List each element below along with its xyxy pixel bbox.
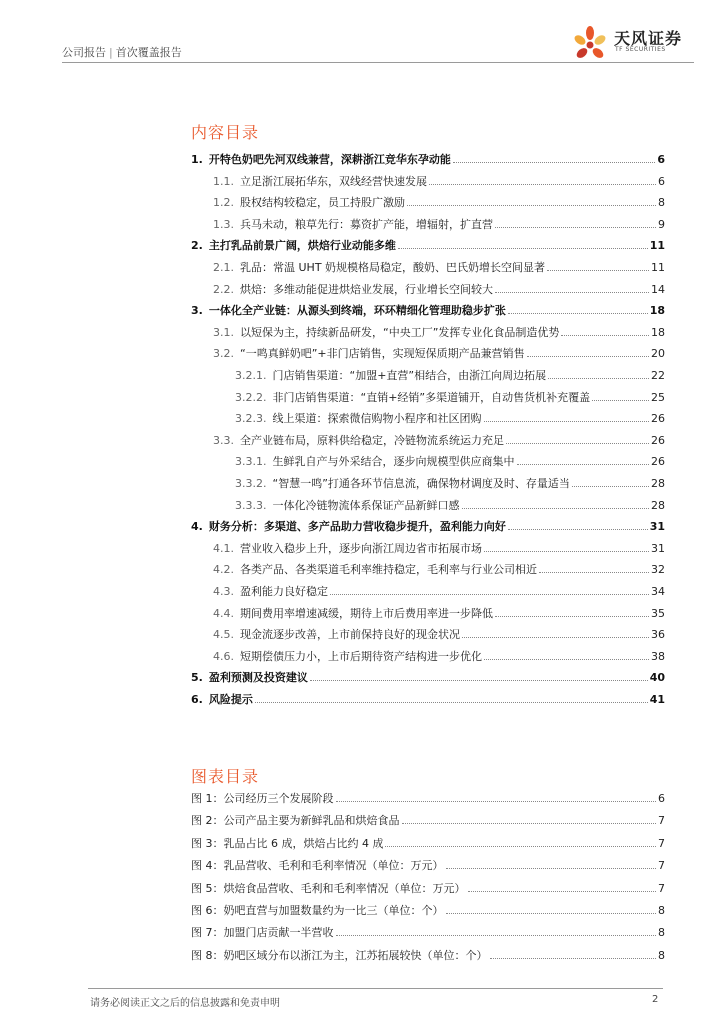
toc-page-number: 26: [651, 455, 665, 469]
toc-entry[interactable]: [235, 364, 665, 382]
dot-leader: [398, 248, 648, 249]
dot-leader: [402, 823, 657, 824]
toc-page-number: 18: [649, 304, 665, 318]
toc-entry[interactable]: [213, 537, 665, 555]
toc-entry[interactable]: [235, 407, 665, 425]
toc-entry[interactable]: [235, 450, 665, 468]
toc-entry-text: [213, 175, 427, 188]
toc-entry-label: 主打乳品前景广阔，烘焙行业动能多维: [208, 239, 396, 253]
toc-entry-text: [191, 693, 253, 706]
dot-leader: [310, 680, 648, 681]
figure-entry[interactable]: [191, 832, 665, 850]
dot-leader: [462, 508, 650, 509]
toc-entry-label: 开特色奶吧先河双线兼营，深耕浙江竞华东孕动能: [208, 153, 451, 166]
figures-title: 图表目录: [191, 767, 260, 786]
toc-entry-number: 3.2.: [213, 347, 234, 361]
toc-page-number: 31: [649, 520, 665, 534]
toc-entry-text: [235, 499, 460, 512]
toc-page-number: 28: [651, 477, 665, 490]
dot-leader: [527, 356, 649, 357]
toc-page-number: 6: [657, 153, 665, 166]
toc-entry[interactable]: [235, 386, 665, 404]
toc-entry-number: 4.6.: [213, 649, 234, 663]
contents-title: 内容目录: [191, 123, 260, 142]
logo-subtitle: TF SECURITIES: [615, 46, 666, 53]
toc-entry[interactable]: [213, 170, 665, 188]
toc-entry-number: 2.1.: [213, 261, 234, 274]
figure-page-number: 7: [658, 859, 665, 873]
flower-logo-icon: [570, 24, 610, 64]
toc-entry-label: 非门店销售渠道：“直销+经销”多渠道铺开，自动售货机补充覆盖: [272, 390, 591, 404]
dot-leader: [330, 594, 649, 595]
toc-page-number: 26: [651, 433, 665, 447]
toc-page-number: 22: [651, 369, 665, 382]
report-subcategory: 首次覆盖报告: [115, 46, 182, 59]
toc-entry-text: [213, 347, 525, 360]
toc-entry-label: 乳品：常温 UHT 奶规模格局稳定，酸奶、巴氏奶增长空间显著: [240, 261, 546, 274]
figure-entry-label: 图 5：烘焙食品营收、毛利和毛利率情况（单位：万元）: [191, 881, 466, 895]
toc-page-number: 14: [651, 282, 665, 296]
figure-entry[interactable]: [191, 854, 665, 872]
toc-entry-text: [213, 218, 493, 231]
toc-entry-number: 3.3.2.: [235, 477, 267, 490]
toc-page-number: 8: [658, 196, 665, 210]
toc-page-number: 11: [649, 239, 665, 253]
dot-leader: [495, 616, 649, 617]
toc-entry-label: 财务分析：多渠道、多产品助力营收稳步提升，盈利能力向好: [208, 520, 506, 534]
dot-leader: [508, 529, 648, 530]
toc-entry-number: 4.4.: [213, 606, 234, 620]
figure-entry[interactable]: [191, 921, 665, 939]
figure-page-number: 7: [658, 836, 665, 850]
toc-page-number: 11: [651, 261, 665, 274]
toc-entry-text: [213, 261, 545, 274]
toc-entry[interactable]: [213, 645, 665, 663]
toc-entry-number: 3.1.: [213, 325, 234, 339]
toc-entry-text: [191, 304, 506, 317]
toc-entry-label: 门店销售渠道：“加盟+直营”相结合，由浙江向周边拓展: [272, 369, 547, 382]
dot-leader: [407, 205, 656, 206]
toc-entry-number: 3.2.2.: [235, 390, 267, 404]
toc-entry-text: [191, 671, 308, 684]
dot-leader: [484, 659, 649, 660]
dot-leader: [561, 335, 649, 336]
toc-entry-text: [213, 326, 559, 339]
dot-leader: [548, 378, 649, 379]
toc-entry-text: [235, 412, 482, 425]
toc-entry-label: 盈利能力良好稳定: [240, 585, 328, 598]
toc-entry-label: 营业收入稳步上升，逐步向浙江周边省市拓展市场: [240, 541, 482, 555]
dot-leader: [429, 184, 656, 185]
toc-entry-text: [213, 607, 493, 620]
dot-leader: [547, 270, 649, 271]
dot-leader: [468, 891, 657, 892]
toc-entry[interactable]: [191, 688, 665, 706]
toc-entry[interactable]: [213, 602, 665, 620]
toc-entry-number: 3.3.3.: [235, 498, 267, 512]
figure-entry-label: 图 4：乳品营收、毛利和毛利率情况（单位：万元）: [191, 859, 444, 873]
toc-entry-label: 生鲜乳自产与外采结合，逐步向规模型供应商集中: [272, 455, 515, 469]
toc-entry-label: 股权结构较稳定，员工持股广激励: [240, 196, 405, 210]
toc-entry[interactable]: [191, 666, 665, 684]
figure-entry[interactable]: [191, 787, 665, 805]
toc-entry-label: 盈利预测及投资建议: [208, 671, 308, 685]
figure-entry[interactable]: [191, 877, 665, 895]
toc-page-number: 26: [651, 412, 665, 426]
toc-entry[interactable]: [235, 472, 665, 490]
toc-entry-label: 线上渠道：探索微信购物小程序和社区团购: [272, 412, 482, 426]
toc-entry-number: 1.2.: [213, 196, 234, 210]
toc-entry[interactable]: [191, 234, 665, 252]
figure-entry-label: 图 1：公司经历三个发展阶段: [191, 792, 334, 805]
toc-page-number: 20: [651, 347, 665, 361]
toc-entry-label: 以短保为主，持续新品研发，“中央工厂”发挥专业化食品制造优势: [240, 325, 560, 339]
toc-entry-label: 期间费用率增速减缓，期待上市后费用率进一步降低: [240, 606, 493, 620]
toc-entry-number: 5.: [191, 671, 203, 685]
toc-entry-label: 各类产品、各类渠道毛利率维持稳定，毛利率与行业公司相近: [240, 563, 537, 577]
toc-page-number: 6: [658, 174, 665, 188]
page-number: 2: [652, 994, 659, 1005]
toc-page-number: 9: [658, 217, 665, 231]
company-logo: [570, 24, 700, 64]
toc-entry-label: 短期偿债压力小，上市后期待资产结构进一步优化: [240, 649, 482, 663]
toc-entry-text: [213, 585, 328, 598]
toc-entry-label: 立足浙江展拓华东，双线经营快速发展: [240, 174, 427, 188]
dot-leader: [385, 846, 656, 847]
toc-entry-number: 1.3.: [213, 217, 234, 231]
toc-entry[interactable]: [191, 148, 665, 166]
figure-page-number: 8: [658, 904, 665, 917]
toc-entry-label: 兵马未动，粮草先行：募资扩产能，增辐射，扩直营: [240, 217, 493, 231]
toc-entry-text: [213, 283, 493, 296]
toc-entry-label: 一体化冷链物流体系保证产品新鲜口感: [272, 498, 460, 512]
toc-entry-text: [235, 455, 515, 468]
toc-entry-number: 3.3.1.: [235, 455, 267, 469]
figure-entry-label: 图 3：乳品占比 6 成，烘焙占比约 4 成: [191, 836, 384, 850]
toc-entry-number: 4.: [191, 520, 203, 534]
footer-divider: [88, 988, 663, 989]
toc-entry-text: [235, 369, 546, 382]
toc-page-number: 32: [651, 563, 665, 577]
dot-leader: [255, 702, 648, 703]
toc-entry-text: [213, 196, 405, 209]
toc-page-number: 36: [651, 628, 665, 642]
toc-entry[interactable]: [213, 623, 665, 641]
toc-entry-number: 4.2.: [213, 563, 234, 577]
dot-leader: [572, 486, 649, 487]
figure-page-number: 7: [658, 814, 665, 828]
toc-page-number: 41: [649, 693, 665, 706]
toc-entry[interactable]: [213, 278, 665, 296]
footer-disclaimer: 请务必阅读正文之后的信息披露和免责申明: [90, 998, 280, 1009]
toc-entry-number: 2.2.: [213, 282, 234, 296]
figure-entry[interactable]: [191, 899, 665, 917]
toc-entry[interactable]: [213, 191, 665, 209]
toc-entry-text: [235, 477, 570, 490]
dot-leader: [446, 913, 657, 914]
toc-page-number: 34: [651, 585, 665, 598]
dot-leader: [336, 935, 657, 936]
toc-entry-text: [235, 391, 590, 404]
figure-entry[interactable]: [191, 944, 665, 962]
toc-entry[interactable]: [213, 558, 665, 576]
toc-entry-label: 现金流逐步改善，上市前保持良好的现金状况: [240, 628, 460, 642]
dot-leader: [517, 464, 650, 465]
dot-leader: [495, 292, 649, 293]
dot-leader: [446, 868, 657, 869]
toc-entry[interactable]: [213, 580, 665, 598]
figure-page-number: 8: [658, 926, 665, 940]
toc-entry-text: [191, 239, 396, 252]
toc-entry-text: [213, 628, 460, 641]
toc-entry-number: 4.5.: [213, 628, 234, 642]
toc-entry-text: [213, 650, 482, 663]
toc-entry[interactable]: [213, 429, 665, 447]
dot-leader: [495, 227, 656, 228]
toc-entry-text: [191, 153, 451, 166]
toc-entry-number: 3.2.3.: [235, 412, 267, 426]
toc-entry-number: 1.1.: [213, 174, 234, 188]
toc-entry[interactable]: [213, 321, 665, 339]
toc-entry-number: 1.: [191, 153, 203, 166]
toc-entry-label: 一体化全产业链：从源头到终端，环环精细化管理助稳步扩张: [208, 304, 506, 318]
toc-page-number: 18: [651, 325, 665, 339]
toc-entry-text: [191, 520, 506, 533]
toc-entry-label: 烘焙：多维动能促进烘焙业发展，行业增长空间较大: [240, 282, 493, 296]
toc-entry-number: 2.: [191, 239, 203, 253]
toc-page-number: 38: [651, 649, 665, 663]
dot-leader: [336, 801, 657, 802]
toc-entry[interactable]: [213, 342, 665, 360]
figure-page-number: 8: [658, 948, 665, 962]
toc-entry-text: [213, 563, 537, 576]
dot-leader: [539, 572, 649, 573]
toc-entry[interactable]: [191, 515, 665, 533]
dot-leader: [490, 958, 657, 959]
toc-entry-number: 4.3.: [213, 585, 234, 598]
figure-page-number: 7: [658, 881, 665, 895]
toc-entry-label: “一鸣真鲜奶吧”+非门店销售，实现短保质期产品兼营销售: [240, 347, 525, 361]
toc-entry-number: 3.3.: [213, 433, 234, 447]
dot-leader: [592, 400, 649, 401]
toc-entry-number: 4.1.: [213, 541, 234, 555]
toc-entry[interactable]: [191, 299, 665, 317]
dot-leader: [508, 313, 648, 314]
toc-entry-text: [213, 542, 482, 555]
toc-page-number: 35: [651, 606, 665, 620]
figure-page-number: 6: [658, 792, 665, 805]
dot-leader: [484, 421, 650, 422]
logo-wordmark: 天风证券: [614, 29, 683, 48]
dot-leader: [453, 162, 656, 163]
header-separator: |: [109, 46, 113, 59]
toc-page-number: 25: [651, 390, 665, 404]
figure-entry-label: 图 2：公司产品主要为新鲜乳品和烘焙食品: [191, 814, 400, 828]
toc-entry[interactable]: [213, 256, 665, 274]
toc-entry[interactable]: [235, 494, 665, 512]
figure-entry-label: 图 7：加盟门店贡献一半营收: [191, 926, 334, 940]
toc-page-number: 31: [651, 541, 665, 555]
toc-entry-number: 6.: [191, 693, 203, 706]
toc-entry-label: 风险提示: [208, 693, 253, 706]
dot-leader: [462, 637, 649, 638]
figure-entry-label: 图 8：奶吧区域分布以浙江为主，江苏拓展较快（单位：个）: [191, 948, 488, 962]
toc-entry[interactable]: [213, 213, 665, 231]
toc-entry-label: “智慧一鸣”打通各环节信息流，确保物材调度及时、存量适当: [272, 477, 570, 490]
toc-entry-number: 3.2.1.: [235, 369, 267, 382]
toc-entry-text: [213, 434, 504, 447]
dot-leader: [506, 443, 649, 444]
toc-page-number: 40: [649, 671, 665, 685]
figure-entry-label: 图 6：奶吧直营与加盟数量约为一比三（单位：个）: [191, 904, 444, 917]
report-type: [62, 44, 182, 60]
figure-entry[interactable]: [191, 809, 665, 827]
report-category: 公司报告: [62, 46, 106, 59]
toc-entry-label: 全产业链布局，原料供给稳定，冷链物流系统运力充足: [240, 433, 504, 447]
toc-entry-number: 3.: [191, 304, 203, 318]
dot-leader: [484, 551, 649, 552]
toc-page-number: 28: [651, 498, 665, 512]
